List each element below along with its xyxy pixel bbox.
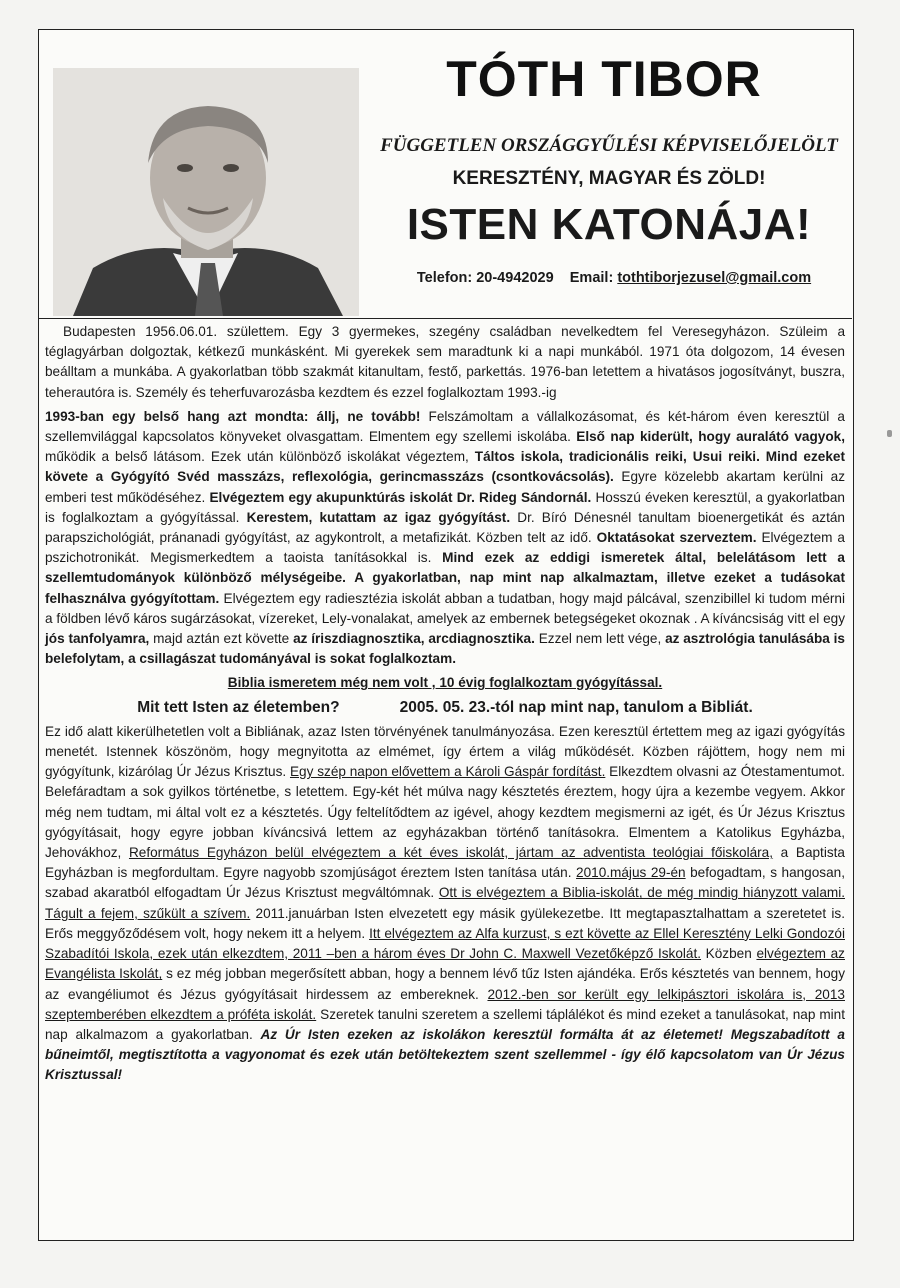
- intro-paragraph: Budapesten 1956.06.01. születtem. Egy 3 gyermekes, szegény családban nevelkedtem fel Veresegyházon. Szüleim a téglagyárban dolgoztak, kétkezű munkásként. Mi gyerekek sem maradtunk ki a napi munkából. 1971 óta dolgozom, 14 évesen beálltam a munkába. A gyakorlatban több szakmát kitanultam, festő, parkettás. 1976-ban letettem a hivatásos jogosítványt, buszra, teherautóra is. Személy és teherfuvarozásba kezdtem és ezzel foglalkoztam 1993.-ig: [45, 324, 845, 400]
- contact-line: [379, 270, 849, 286]
- header: [39, 30, 852, 319]
- section-2-paragraph: 1993-ban egy belső hang azt mondta: állj, ne tovább! Felszámoltam a vállalkozásomat, és két-három éven keresztül a szellemvilággal kapcsolatos könyveket olvasgattam. Elmentem egy szellemi iskolába. Első nap kiderült, hogy auralátó vagyok, működik a belső látásom. Ezek után különböző iskolákat végeztem, Táltos iskola, tradicionális reiki, Usui reiki. Mind ezeket követe a Gyógyító Svéd masszázs, reflexológia, gerincmasszázs (csontkovácsolás). Egyre közelebb akartam kerülni az emberi test működéséhez. Elvégeztem egy akupunktúrás iskolát Dr. Rideg Sándornál. Hosszú éveken keresztül, a gyakorlatban is foglalkoztam a gyógyítással. Kerestem, kutattam az igaz gyógyítást. Dr. Bíró Dénesnél tanultam bioenergetikát és aztán parapszichológiát, pránanadi gyógyítást, az agykontrolt, a metafizikát. Közben telt az idő. Oktatásokat szerveztem. Elvégeztem a pszichotronikát. Megismerkedtem a taoista tanításokkal is. Mind ezek az eddigi ismeretek által, belelátásom lett a szellemtudományok különböző mélységeibe. A gyakorlatban, nap mint nap alkalmaztam, illetve ezeket a tudásokat felhasználva gyógyítottam. Elvégeztem egy radiesztézia iskolát abban a tudatban, hogy majd pálcával, szenzibillel ki tudom mérni a földben lévő káros sugárzásokat, vízereket, Lely-vonalakat, amelyek az embernek betegségeket okoznak . A kíváncsiság vitt el egy jós tanfolyamra, majd aztán ezt követte az íriszdiagnosztika, arcdiagnosztika. Ezzel nem lett vége, az asztrológia tanulásába is belefolytam, a csillagászat tudományával is sokat foglalkoztam.: [45, 408, 846, 667]
- section-3-paragraph: Ez idő alatt kikerülhetetlen volt a Bibliának, azaz Isten törvényének tanulmányozása. Ezen keresztül értettem meg az igazi gyógyítás menetét. Istennek köszönöm, hogy megnyitotta az elmémet, így értem a világ működését. Közben rájöttem, hogy nem mi gyógyítunk, kizárólag Úr Jézus Krisztus. Egy szép napon elővettem a Károli Gáspár fordítást. Elkezdtem olvasni az Ótestamentumot. Belefáradtam a sok gyilkos történetbe, s letettem. Egy-két hét múlva nagy késztetés éreztem, hogy újra a kezembe vegyem. Akkor még nem tudtam, mi által volt ez a késztetés. Úgy feltelítődtem az igével, ahogy kezdtem megismerni az igét, és Úr Jézus Krisztus gyógyításait, hogy egyre jobban kíváncsivá lettem az egyházakban történő tanításokra. Elmentem a Katolikus Egyházba, Jehovákhoz, Református Egyházon belül elvégeztem a két éves iskolát, jártam az adventista teológiai főiskolára, a Baptista Egyházban is megfordultam. Egyre nagyobb szomjúságot éreztem Isten tanítása után. 2010.május 29-én befogadtam, s hangosan, szabad akaratból elfogadtam Úr Jézus Krisztust megváltómnak. Ott is elvégeztem a Biblia-iskolát, de még mindig hiányzott valami. Tágult a fejem, szűkült a szívem. 2011.januárban Isten elvezetett egy másik gyülekezetbe. Itt megtapasztalhattam a szeretetet is. Erős meggyőződésem volt, hogy nekem itt a helyem. Itt elvégeztem az Alfa kurzust, s ezt követte az Ellel Keresztény Lelki Gondozói Szabadítói Iskola, ezek után elkezdtem, 2011 –ben a három éves Dr John C. Maxwell Vezetőképző Iskolát. Közben elvégeztem az Evangélista Iskolát, s ez még jobban megerősített abban, hogy a bennem lévő tűz Isten ajándéka. Erős késztetés van bennem, hogy az evangéliumot és Jézus gyógyításait hirdessem az embereknek. 2012.-ben sor került egy lelkipásztori iskolára is, 2013 szeptemberében elkezdtem a próféta iskolát. Szeretek tanulni szeretem a szellemi táplálékot és mind ezeket a tanulásokat, nap mint nap alkalmazom a gyakorlatban. Az Úr Isten ezeken az iskolákon keresztül formálta át az életemet! Megszabadított a bűneimtől, megtisztította a vagyonomat és ezek után betöltekeztem szent szellemmel - így élő kapcsolatom van Úr Jézus Krisztussal!: [45, 723, 846, 1083]
- candidate-portrait: [53, 68, 359, 316]
- biography: [45, 322, 845, 1090]
- email-link[interactable]: tothtiborjezusel@gmail.com: [617, 270, 812, 286]
- slogan: ISTEN KATONÁJA!: [406, 200, 812, 249]
- question-line: Mit tett Isten az életemben? 2005. 05. 23.-tól nap mint nap, tanulom a Bibliát.: [137, 698, 753, 716]
- candidate-name: TÓTH TIBOR: [446, 51, 762, 107]
- phone: Telefon: 20-4942029: [416, 270, 554, 286]
- paper-mark: [887, 430, 892, 437]
- flyer-frame: [38, 29, 854, 1241]
- candidate-title: FÜGGETLEN ORSZÁGGYŰLÉSI KÉPVISELŐJELÖLT: [380, 135, 838, 156]
- bible-note: Biblia ismeretem még nem volt , 10 évig foglalkoztam gyógyítással.: [227, 675, 663, 691]
- portrait-photo: [53, 68, 359, 316]
- candidate-values: KERESZTÉNY, MAGYAR ÉS ZÖLD!: [452, 168, 766, 189]
- email-label: Email:: [569, 270, 614, 286]
